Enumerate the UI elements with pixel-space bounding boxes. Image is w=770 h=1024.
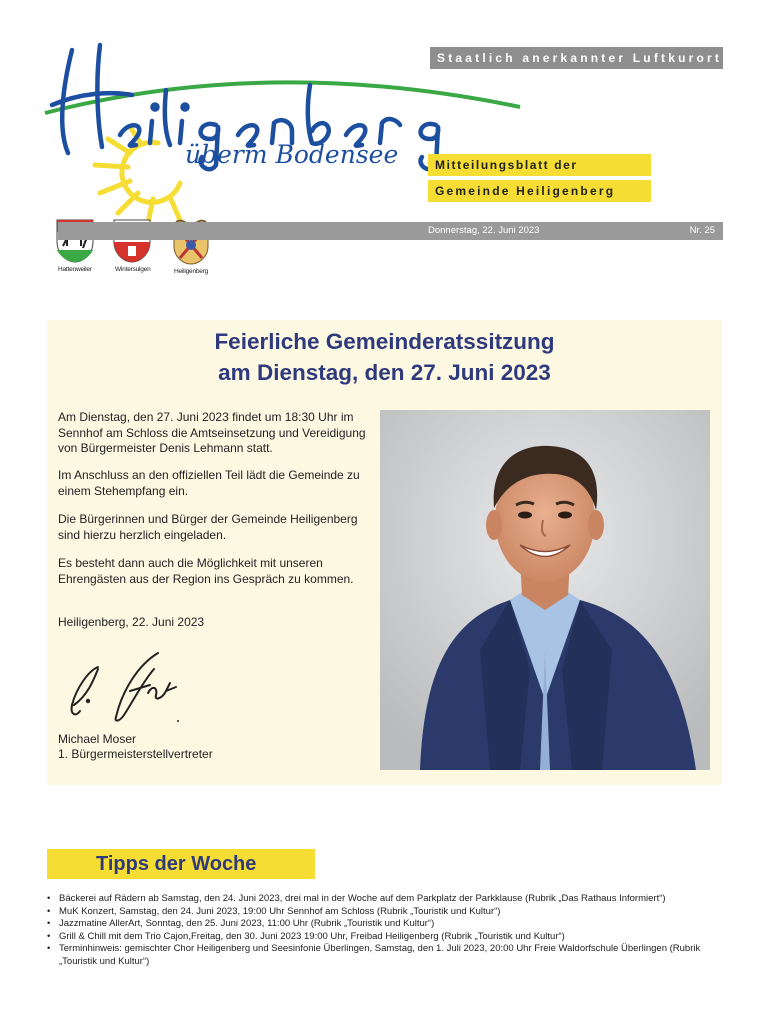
signer-name: Michael Moser (58, 732, 137, 746)
tagline-text: Staatlich anerkannter Luftkurort (437, 51, 723, 65)
gemeinde-banner (428, 180, 651, 202)
tipps-item: • Grill & Chill mit dem Trio Cajon,Freitag, den 30. Juni 2023 19:00 Uhr, Freibad Heiligenberg (Rubrik „Touristik und Kultur“) (47, 931, 737, 944)
tipps-item: • Jazzmatine AllerArt, Sonntag, den 25. Juni 2023, 11:00 Uhr (Rubrik „Touristik und Kultur“) (47, 918, 737, 931)
mitteilungsblatt-line1: Mitteilungsblatt der (435, 158, 578, 172)
headline-line1: Feierliche Gemeinderatssitzung (214, 329, 555, 354)
tipps-heading: Tipps der Woche (47, 849, 315, 879)
signer-role: 1. Bürgermeisterstellvertreter (58, 747, 213, 761)
crest-label-heiligenberg: Heiligenberg (174, 268, 209, 275)
logo-arc (45, 82, 520, 113)
tipps-list (47, 893, 737, 968)
article-paragraph: Es besteht dann auch die Möglichkeit mit unseren Ehrengästen aus der Region ins Gespräch zu kommen. (58, 556, 354, 586)
tipps-item: • Bäckerei auf Rädern ab Samstag, den 24. Juni 2023, drei mal in der Woche auf dem Parkplatz der Parkklause (Rubrik „Das Rathaus Informiert“) (47, 893, 737, 906)
portrait-photo (380, 410, 710, 770)
mitteilungsblatt-line2: Gemeinde Heiligenberg (435, 184, 616, 198)
article-dateline: Heiligenberg, 22. Juni 2023 (58, 615, 205, 629)
mitteilungsblatt-banner (428, 154, 651, 176)
date-bar (58, 222, 723, 240)
article-paragraph: Im Anschluss an den offiziellen Teil lädt die Gemeinde zu einem Stehempfang ein. (58, 468, 360, 498)
article-paragraph: Am Dienstag, den 27. Juni 2023 findet um 18:30 Uhr im Sennhof am Schloss die Amtseinsetzung und Vereidigung von Bürgermeister Denis Lehmann statt. (58, 410, 366, 455)
article-headline (47, 326, 722, 388)
crest-label-wintersulgen: Wintersulgen (115, 266, 151, 273)
tipps-item: • MuK Konzert, Samstag, den 24. Juni 2023, 19:00 Uhr Sennhof am Schloss (Rubrik „Touristik und Kultur“) (47, 906, 737, 919)
issue-number: Nr. 25 (689, 225, 715, 236)
issue-date: Donnerstag, 22. Juni 2023 (428, 225, 540, 236)
logo-subtitle: überm Bodensee (185, 140, 399, 169)
signature (58, 645, 198, 730)
tipps-item: • Terminhinweis: gemischter Chor Heiligenberg und Seesinfonie Überlingen, Samstag, den 1. Juli 2023, 20:00 Uhr Freie Waldorfschule Überlingen (Rubrik „Touristik und Kultur“) (47, 943, 737, 968)
crest-label-hattenweiler: Hattenweiler (58, 266, 92, 273)
article-paragraph: Die Bürgerinnen und Bürger der Gemeinde Heiligenberg sind hierzu herzlich eingeladen. (58, 512, 358, 542)
headline-line2: am Dienstag, den 27. Juni 2023 (218, 360, 551, 385)
